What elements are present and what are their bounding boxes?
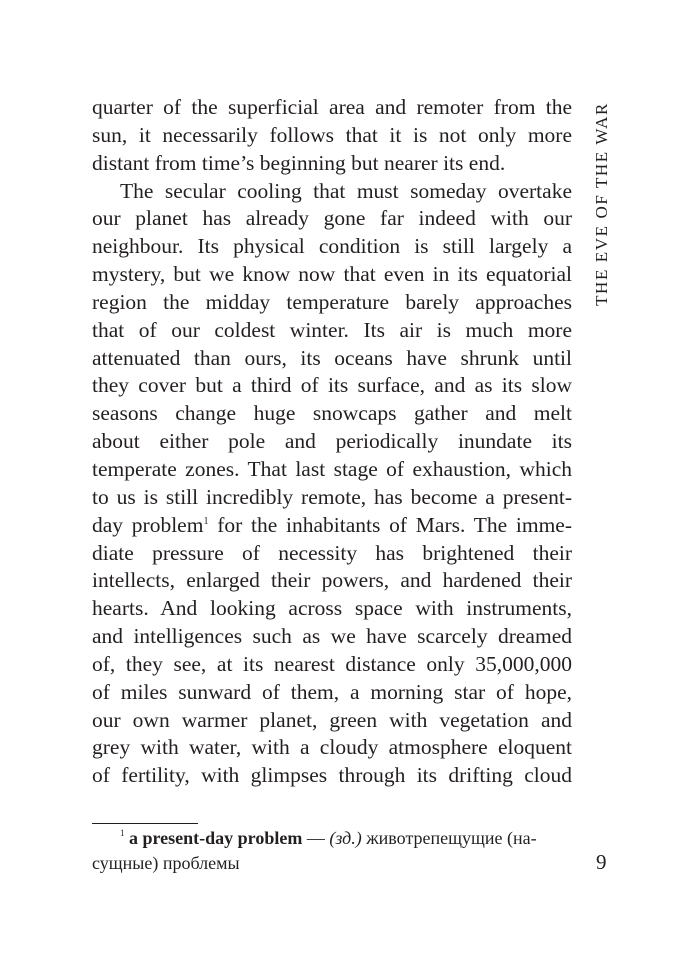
text-line-content: that of our coldest winter. Its air is much more	[92, 317, 572, 342]
text-line-content: of, they see, at its nearest distance only 35,000,000	[92, 651, 572, 676]
text-line	[92, 595, 572, 623]
text-line-content: sun, it necessarily follows that it is not only more	[92, 122, 572, 147]
text-line-content: neighbour. Its physical condition is still largely a	[92, 234, 572, 259]
text-line	[92, 484, 572, 512]
text-line	[92, 734, 572, 762]
text-line	[92, 150, 572, 178]
footnote-line-1	[92, 826, 572, 851]
text-line	[92, 372, 572, 400]
text-line	[92, 567, 572, 595]
text-line	[92, 233, 572, 261]
text-line	[92, 456, 572, 484]
text-line	[92, 651, 572, 679]
text-line	[92, 540, 572, 568]
text-line-content: intellects, enlarged their powers, and hardened their	[92, 568, 572, 593]
text-line	[92, 428, 572, 456]
text-line-content: day problem	[92, 512, 204, 537]
footnote-line-2: сущные) проблемы	[92, 853, 240, 873]
text-line-content: seasons change huge snowcaps gather and melt	[92, 401, 572, 426]
text-line-content: attenuated than ours, its oceans have shrunk until	[92, 345, 572, 370]
text-line-content: The secular cooling that must someday overtake	[120, 178, 572, 203]
footnote-term: a present-day problem	[129, 828, 303, 848]
footnote-dash: —	[302, 828, 330, 848]
text-line	[92, 317, 572, 345]
footnote-rule	[92, 823, 198, 824]
running-head-text: THE EVE OF THE WAR	[592, 102, 611, 306]
footnote-translation-1: животрепещущие (на-	[361, 828, 537, 848]
text-line	[92, 679, 572, 707]
text-line	[92, 512, 572, 540]
text-line-content: diate pressure of necessity has brightened their	[92, 540, 572, 565]
text-line-content: grey with water, with a cloudy atmosphere eloquent	[92, 735, 572, 760]
text-line-content: they cover but a third of its surface, and as its slow	[92, 373, 572, 398]
text-line-content: quarter of the superficial area and remoter from the	[92, 95, 572, 119]
text-line-content: to us is still incredibly remote, has become a present-	[92, 484, 572, 509]
running-head	[590, 100, 614, 308]
text-line	[92, 261, 572, 289]
text-line-content: hearts. And looking across space with instruments,	[92, 596, 572, 621]
text-line	[92, 707, 572, 735]
text-line	[92, 178, 572, 206]
footnote-reference[interactable]: 1	[203, 515, 209, 527]
text-line-content: our planet has already gone far indeed with our	[92, 206, 572, 231]
text-line	[92, 122, 572, 150]
text-line-content: of fertility, with glimpses through its drifting cloud	[92, 763, 572, 788]
text-line	[92, 400, 572, 428]
text-line	[92, 94, 572, 122]
body-text	[92, 94, 572, 790]
text-line-content: for the inhabitants of Mars. The imme-	[208, 512, 573, 537]
text-line	[92, 205, 572, 233]
text-line-content: about either pole and periodically inundate its	[92, 429, 572, 454]
text-line-content: our own warmer planet, green with vegetation and	[92, 707, 572, 732]
text-line	[92, 623, 572, 651]
text-line-content: region the midday temperature barely approaches	[92, 289, 572, 314]
text-line-content: temperate zones. That last stage of exhaustion, which	[92, 456, 572, 481]
footnote	[92, 826, 572, 876]
footnote-marker: 1	[120, 828, 125, 838]
text-line-content: and intelligences such as we have scarcely dreamed	[92, 624, 572, 649]
text-line	[92, 289, 572, 317]
text-line-content: mystery, but we know now that even in its equatorial	[92, 262, 572, 287]
text-line	[92, 345, 572, 373]
text-line-content: distant from time’s beginning but nearer its end.	[92, 150, 506, 175]
page-number: 9	[596, 850, 607, 874]
text-line	[92, 762, 572, 790]
text-line-content: of miles sunward of them, a morning star of hope,	[92, 679, 572, 704]
footnote-abbr: (зд.)	[329, 828, 362, 848]
